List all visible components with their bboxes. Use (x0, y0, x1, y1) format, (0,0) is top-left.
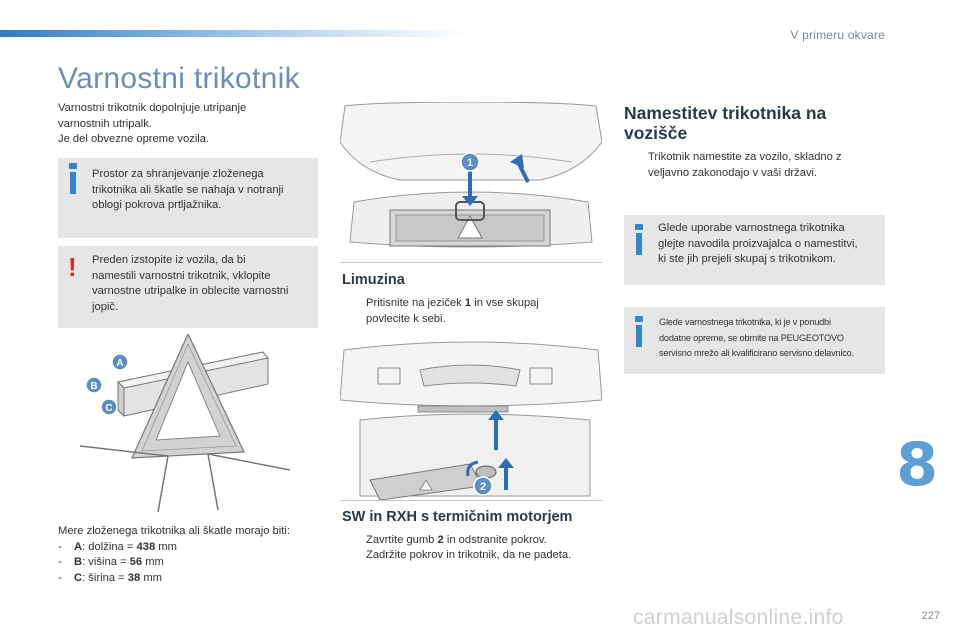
warning-line: Preden izstopite iz vozila, da bi (92, 254, 246, 266)
warning-icon: ! (68, 252, 77, 282)
label-b (86, 377, 102, 393)
triangle-illustration (58, 334, 320, 518)
info-offer-line: servisno mrežo ali kvalificirano servisno delavnico. (659, 348, 854, 358)
limuzina-rule (340, 262, 602, 263)
label-2 (474, 477, 492, 495)
dimension-item-c: - C: širina = 38 mm (58, 571, 162, 584)
mounting-instruction: Trikotnik namestite za vozilo, skladno z veljavno zakonodajo v vaši državi. (648, 151, 842, 179)
svg-text:B: B (90, 381, 98, 392)
intro-paragraph (58, 101, 308, 148)
intro-line: varnostnih utripalk. (58, 117, 152, 130)
dimension-item-b: - B: višina = 56 mm (58, 556, 164, 568)
header-accent-bar (0, 30, 470, 37)
label-c (101, 399, 117, 415)
svg-text:2: 2 (479, 481, 487, 493)
sw-heading: SW in RXH s termičnim motorjem (342, 509, 573, 525)
info-storage-line: Prostor za shranjevanje zloženega (92, 168, 264, 180)
info-icon (636, 325, 642, 347)
limuzina-heading: Limuzina (342, 272, 405, 288)
info-icon-dot (635, 224, 643, 230)
limuzina-illustration (340, 102, 602, 262)
info-box-usage (624, 215, 885, 285)
info-storage-line: oblogi pokrova prtljažnika. (92, 199, 222, 211)
info-storage-line: trikotnika ali škatle se nahaja v notranji (92, 183, 284, 196)
chapter-number: 8 (896, 430, 938, 500)
info-offer-line: dodatne opreme, se obrnite na PEUGEOTOVO (659, 332, 844, 343)
info-icon (636, 233, 642, 255)
info-usage-line: glejte navodila proizvajalca o namestitvi, (658, 237, 858, 250)
warning-line: jopič. (92, 300, 119, 313)
info-offer-line: Glede varnostnega trikotnika, ki je v ponudbi (659, 317, 831, 327)
info-usage-line: Glede uporabe varnostnega trikotnika (658, 222, 845, 234)
warning-box (58, 246, 318, 328)
sw-rule (340, 500, 602, 501)
svg-text:A: A (116, 358, 124, 369)
sw-instruction-1: Zavrtite gumb 2 in odstranite pokrov. (366, 534, 547, 546)
warning-line: varnostne utripalke in oblecite varnostni (92, 285, 289, 297)
info-icon-dot (635, 316, 643, 322)
info-box-offer (624, 307, 885, 374)
info-usage-line: ki ste jih prejeli skupaj s trikotnikom. (658, 253, 836, 265)
page-number: 227 (921, 610, 940, 622)
dimensions-block (58, 524, 328, 586)
watermark: carmanualsonline.info (633, 606, 844, 629)
dimension-item-a: - A: dolžina = 438 mm (58, 540, 177, 553)
label-a (112, 354, 128, 370)
svg-text:1: 1 (466, 157, 474, 169)
intro-line: Je del obvezne opreme vozila. (58, 133, 210, 145)
info-icon (70, 172, 76, 194)
warning-line: namestili varnostni trikotnik, vklopite (92, 269, 271, 282)
page-title: Varnostni trikotnik (58, 62, 300, 95)
dimensions-intro: Mere zloženega trikotnika ali škatle morajo biti: (58, 525, 290, 537)
label-1 (461, 153, 479, 171)
intro-line: Varnostni trikotnik dopolnjuje utripanje (58, 102, 247, 114)
sw-instruction-2: Zadržite pokrov in trikotnik, da ne padeta. (366, 549, 572, 561)
section-title: V primeru okvare (790, 28, 885, 42)
svg-text:C: C (105, 403, 113, 414)
mounting-heading: Namestitev trikotnika na vozišče (624, 103, 827, 143)
info-icon-dot (69, 163, 77, 169)
info-box-storage (58, 158, 318, 238)
sw-illustration (340, 340, 602, 500)
limuzina-instruction: Pritisnite na jeziček 1 in vse skupaj povlecite k sebi. (366, 297, 539, 325)
